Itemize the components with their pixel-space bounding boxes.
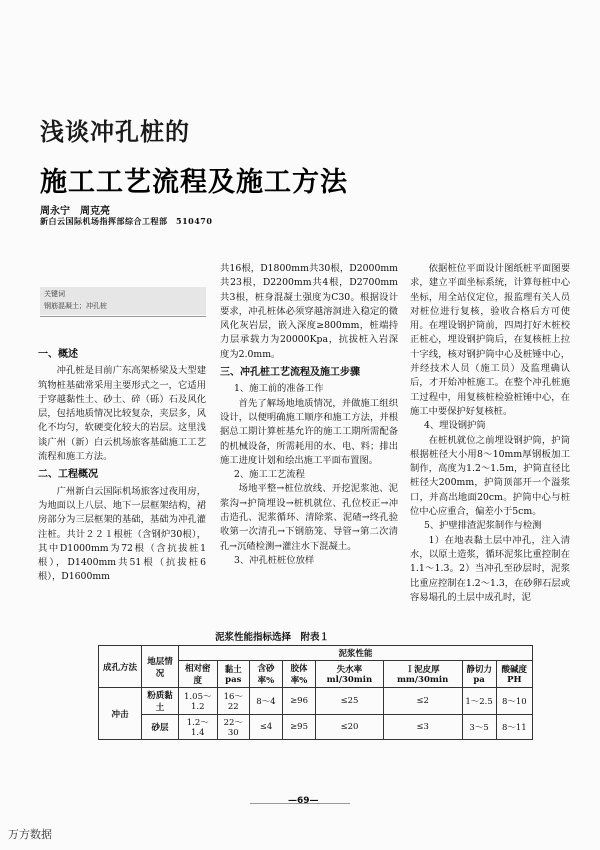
table-cell: 16～22: [217, 688, 250, 715]
table-cell: ≥96: [282, 688, 315, 715]
paragraph: 1）在地表黏土层中冲孔，注入清水，以原土造浆，循环泥浆比重控制在1.1～1.3。2）当冲孔至砂层时，泥浆比重应控制在1.2～1.3，在砂卵石层或容易塌孔的土层中成孔时，泥: [410, 534, 570, 603]
col-header: 含砂率%: [250, 661, 283, 688]
table-header-row: [99, 646, 533, 661]
paragraph: 广州新白云国际机场旅客过夜用房，为地面以上八层、地下一层框架结构，裙房部分为三层框架的基础，基础为冲孔灌注桩。共计２２１根桩（含钢炉30根），其中D1000mm为72根（含抗拔桩1根），D1400mm共51根（抗拔桩6根），D1600mm: [38, 485, 206, 583]
table-cell: 22～30: [217, 715, 250, 740]
paragraph: 在桩机就位之前埋设钢护筒，护筒根据桩径大小用8～10mm厚钢板加工制作，高度为1.2～1.5m，护筒直径比桩径大200mm，护筒顶部开一个溢浆口，并高出地面20cm。护筒中心与桩位中心应重合，偏差小于5cm。: [410, 434, 570, 518]
subsection-heading: 4、埋设钢护筒: [423, 420, 486, 432]
text-column-1: [38, 344, 206, 585]
table-cell: 1.05～1.2: [179, 688, 218, 715]
table-cell: ≤2: [383, 688, 462, 715]
stratum-cell: 砂层: [142, 715, 179, 740]
section-heading: 三、冲孔桩工艺流程及施工步骤: [220, 367, 360, 379]
table-cell: ≤25: [316, 688, 383, 715]
subsection-heading: 2、施工工艺流程: [233, 469, 305, 481]
table-cell: ≥95: [282, 715, 315, 740]
col-header: 黏土pas: [217, 661, 250, 688]
table-cell: 8～10: [496, 688, 532, 715]
table-row: [99, 688, 533, 715]
affiliation: 新白云国际机场指挥部综合工程部 510470: [40, 216, 213, 226]
subsection-heading: 5、护壁排渣泥浆制作与检测: [423, 520, 542, 532]
header-mud-properties: 泥浆性能: [179, 646, 533, 661]
col-header: 胶体率%: [282, 661, 315, 688]
authors: 周永宁 周克亮: [40, 206, 110, 217]
stratum-cell: 粉质黏土: [142, 688, 179, 715]
paragraph: 依据桩位平面设计图纸桩平面图要求，建立平面坐标系统，计算每桩中心坐标，用全站仪定位，报监理有关人员对桩位进行复核，验收合格后方可使用。在埋设钢护筒前，四周打好木桩校正桩心，埋设钢护筒后，在复核桩上拉十字线，核对钢护筒中心及桩锤中心，并经技术人员（施工员）及监理确认后，才开始冲桩施工。在整个冲孔桩施工过程中，用复核桩检验桩锤中心，在施工中要保护好复核桩。: [410, 263, 570, 417]
table-cell: 8～4: [250, 688, 283, 715]
keywords-value: 钢筋混凝土；冲孔桩: [44, 302, 107, 310]
keywords-label: 关键词: [44, 290, 65, 298]
section-heading: 一、概述: [38, 349, 78, 360]
col-header: 酸碱度PH: [496, 661, 532, 688]
subsection-heading: 3、冲孔桩桩位放样: [233, 554, 315, 566]
page-number: —69—: [288, 796, 319, 806]
table-cell: ≤3: [383, 715, 462, 740]
col-header: 静切力pa: [462, 661, 496, 688]
table-cell: 1.2～1.4: [179, 715, 218, 740]
article-title-line1: 浅谈冲孔桩的: [40, 118, 190, 146]
mud-properties-table: [98, 645, 533, 740]
table-cell: 3～5: [462, 715, 496, 740]
database-watermark: 万方数据: [8, 828, 52, 841]
paragraph: 冲孔桩是目前广东高架桥梁及大型建筑物桩基础常采用主要形式之一，它适用于穿越黏性土、砂土、碎（砾）石及风化层，包括地质情况比较复杂，夹层多，风化不均匀，软硬变化较大的岩层。这里浅谈广州（新）白云机场旅客基础施工工艺流程和施工方法。: [38, 365, 206, 463]
table-cell: 8～11: [496, 715, 532, 740]
col-header: Ｉ泥皮厚mm/30min: [383, 661, 462, 688]
table-title: 泥浆性能指标选择 附表１: [215, 632, 330, 643]
keywords-box: [40, 287, 206, 315]
article-title-line2: 施工工艺流程及施工方法: [40, 167, 348, 198]
paragraph: 首先了解场地地质情况，并做施工组织设计，以便明确施工顺序和施工方法，并根据总工期计算桩基允许的施工工期所需配备的机械设备，所需耗用的水、电、料；排出施工进度计划和绘出施工平面布置图。: [220, 397, 398, 466]
table-cell: ≤4: [250, 715, 283, 740]
col-header: 失水率ml/30min: [316, 661, 383, 688]
text-column-2: [220, 262, 398, 568]
header-method: 成孔方法: [99, 646, 142, 688]
table-row: [99, 715, 533, 740]
subsection-heading: 1、施工前的准备工作: [233, 383, 324, 395]
header-stratum: 地层情况: [142, 646, 179, 688]
method-cell: 冲击: [99, 688, 142, 740]
text-column-3: [410, 262, 570, 605]
table-cell: ≤20: [316, 715, 383, 740]
paragraph: 场地平整→桩位放线、开挖泥浆池、泥浆沟→护筒埋设→桩机就位、孔位校正→冲击造孔、泥浆循环、清除浆、泥碴→终孔验收第一次清孔→下钢筋笼、导管→第二次清孔→沉碴检测→灌注水下混凝土。: [220, 483, 398, 552]
paragraph: 共16根，D1800mm共30根，D2000mm共23根，D2200mm共4根，D2700mm共3根，桩身混凝土强度为C30。根据设计要求，冲孔桩体必须穿越溶洞进入稳定的微风化灰岩层，嵌入深度≥800mm，桩端持力层承载力为20000Kpa，抗拔桩入岩深度为2.0mm。: [220, 263, 398, 360]
keywords-divider: [40, 316, 206, 317]
section-heading: 二、工程概况: [38, 469, 98, 481]
col-header: 相对密度: [179, 661, 218, 688]
table-cell: 1～2.5: [462, 688, 496, 715]
